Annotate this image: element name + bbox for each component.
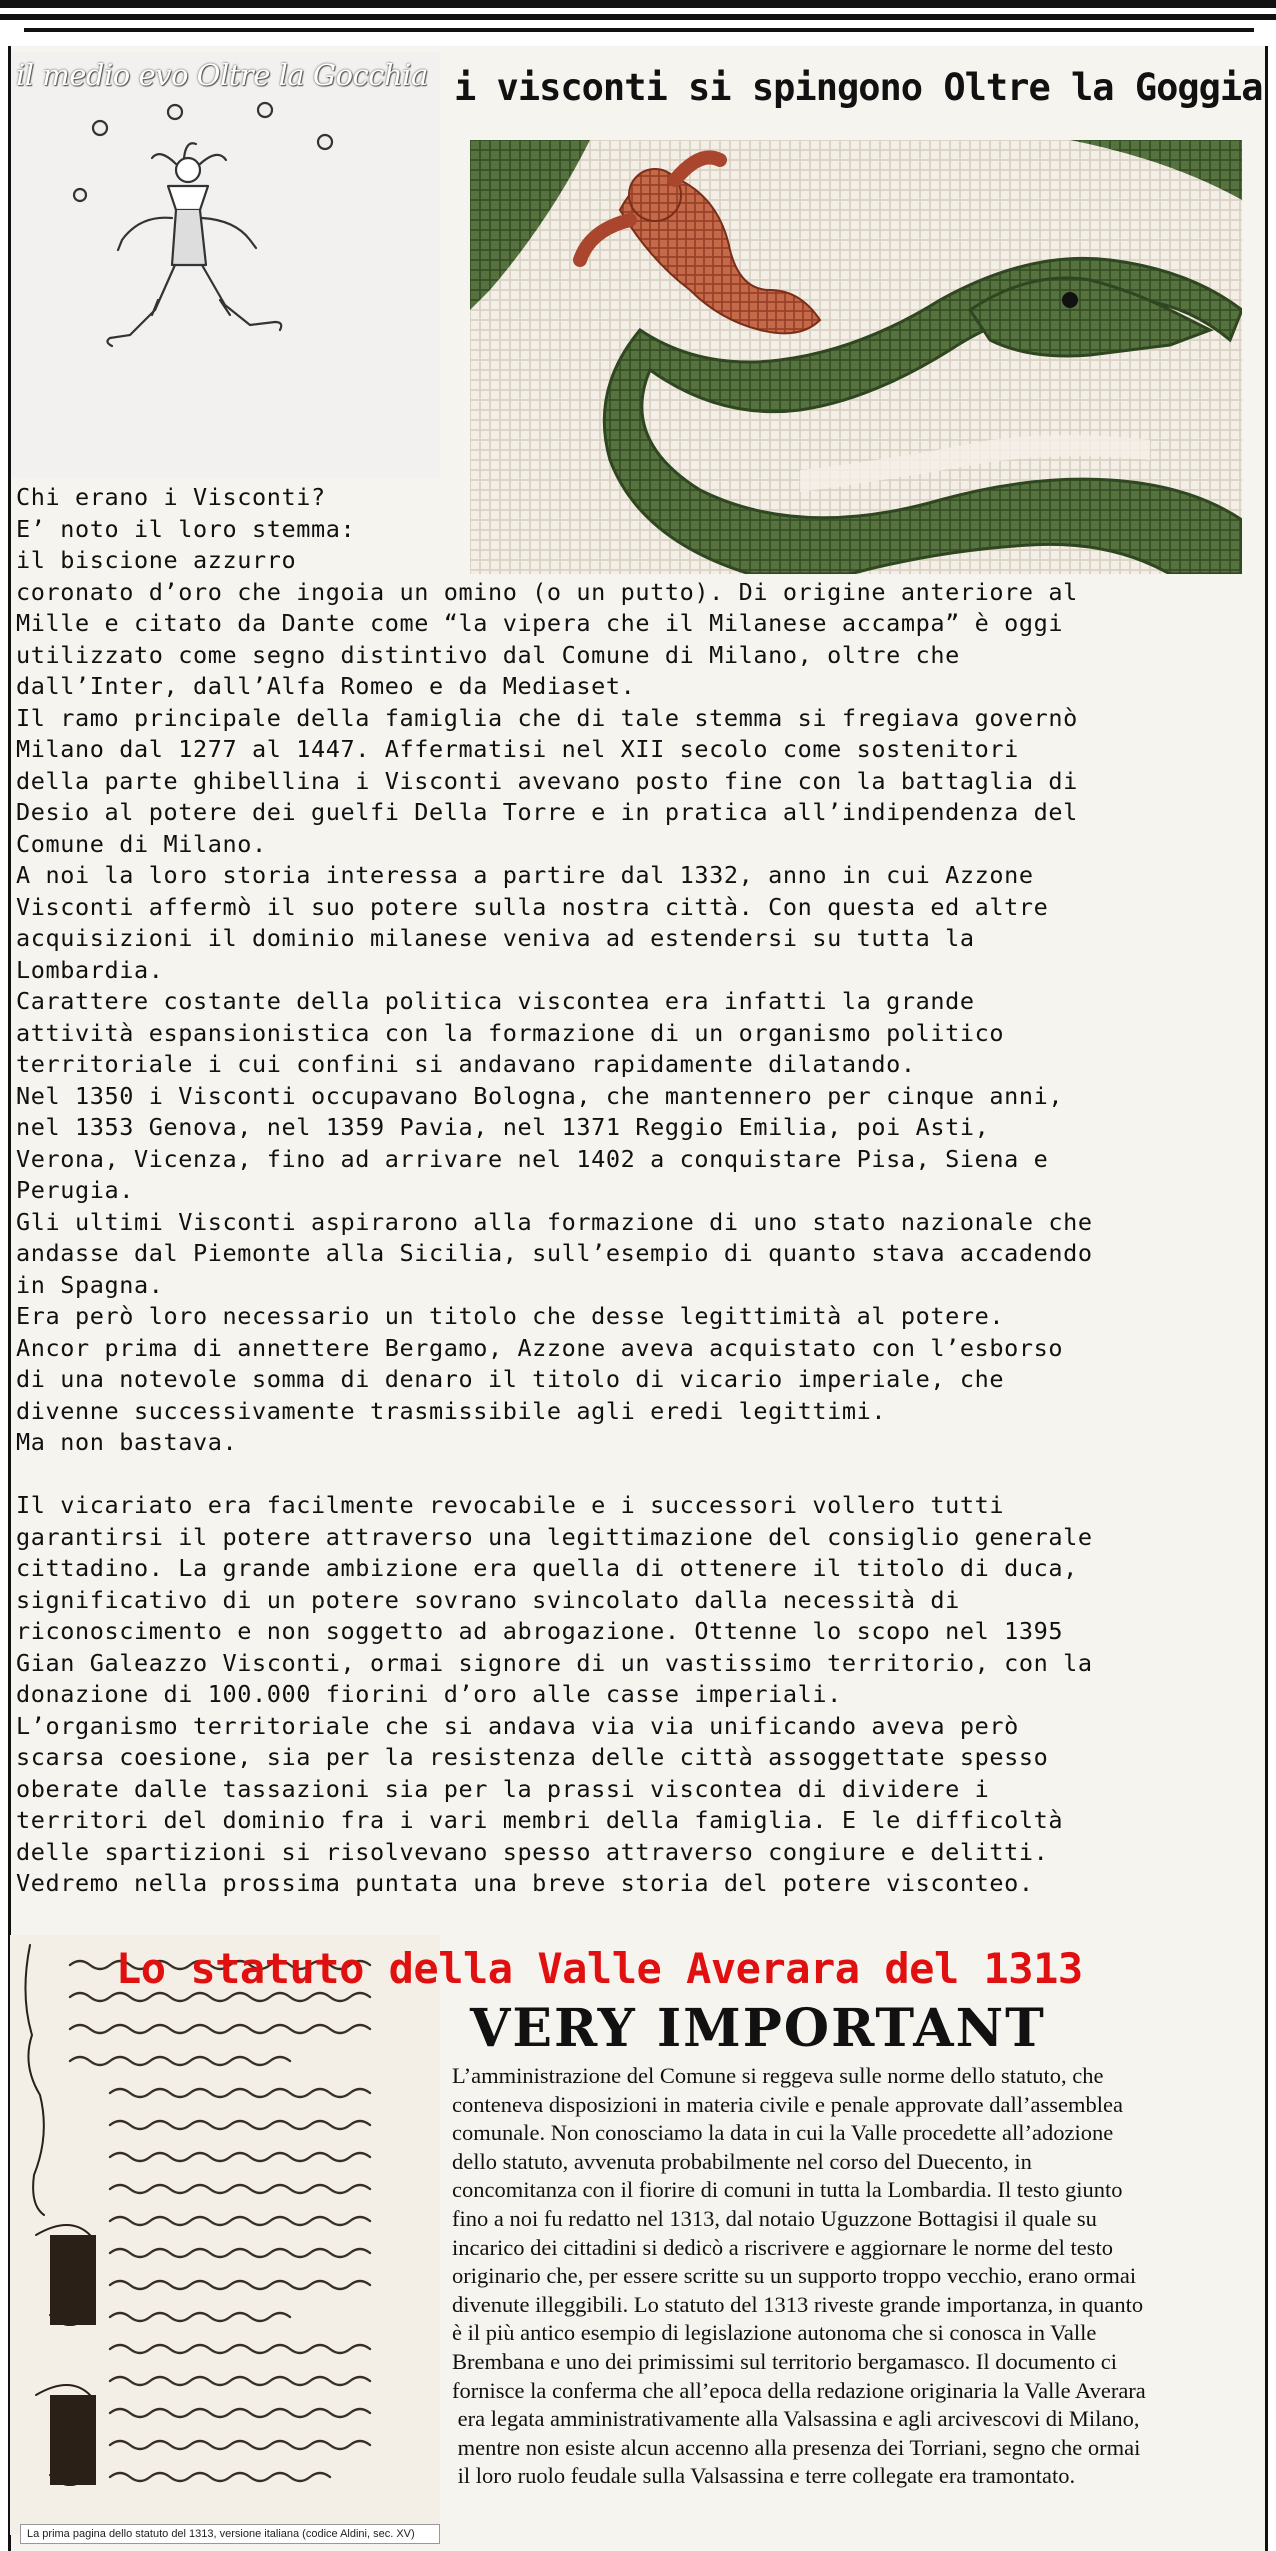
article-line: Vedremo nella prossima puntata una breve storia del potere visconteo. (16, 1869, 1034, 1897)
statuto-line: Brembana e uno dei primissimi sul territorio bergamasco. Il documento ci (452, 2348, 1118, 2374)
article-line: dall’Inter, dall’Alfa Romeo e da Mediaset. (16, 672, 636, 700)
article-line: Lombardia. (16, 955, 164, 984)
article-line: delle spartizioni si risolvevano spesso attraverso congiure e delitti. (16, 1837, 1049, 1866)
article-line: Chi erano i Visconti? (16, 483, 326, 511)
article-line: attività espansionistica con la formazione di un organismo politico (16, 1018, 1005, 1047)
article-line: Mille e citato da Dante come “la vipera che il Milanese accampa” è oggi (16, 609, 1064, 637)
statuto-article (452, 2062, 1264, 2491)
article-line: di una notevole somma di denaro il titolo di vicario imperiale, che (16, 1365, 1005, 1393)
article-line: A noi la loro storia interessa a partire dal 1332, anno in cui Azzone (16, 861, 1034, 889)
top-band (0, 0, 1276, 46)
statuto-line: incarico dei cittadini si dedicò a riscrivere e aggiornare le norme del testo (452, 2234, 1113, 2260)
visconti-article (16, 482, 1262, 1900)
article-line: Verona, Vicenza, fino ad arrivare nel 1402 a conquistare Pisa, Siena e (16, 1144, 1049, 1173)
statuto-line: dello statuto, avvenuta probabilmente nel corso del Duecento, in (452, 2148, 1032, 2174)
article-line: della parte ghibellina i Visconti avevano posto fine con la battaglia di (16, 766, 1078, 795)
article-line: Visconti affermò il suo potere sulla nostra città. Con questa ed altre (16, 892, 1049, 921)
article-line: territoriale i cui confini si andavano rapidamente dilatando. (16, 1050, 916, 1078)
statuto-line: divenute illeggibili. Lo statuto del 1313 riveste grande importanza, in quanto (452, 2291, 1144, 2317)
page-title: i visconti si spingono Oltre la Goggia (454, 66, 1263, 109)
article-line: Desio al potere dei guelfi Della Torre e in pratica all’indipendenza del (16, 798, 1078, 826)
article-line: in Spagna. (16, 1270, 164, 1299)
statuto-line: comunale. Non conosciamo la data in cui la Valle procedette all’adozione (452, 2120, 1114, 2146)
article-line: garantirsi il potere attraverso una legittimazione del consiglio generale (16, 1522, 1093, 1551)
article-line: acquisizioni il dominio milanese veniva ad estendersi su tutta la (16, 924, 975, 952)
article-line: Milano dal 1277 al 1447. Affermatisi nel XII secolo come sostenitori (16, 735, 1019, 763)
statuto-manuscript-image (10, 1935, 440, 2535)
article-line: Carattere costante della politica viscontea era infatti la grande (16, 987, 975, 1015)
jester-icon (60, 100, 360, 430)
statuto-line: è il più antico esempio di legislazione autonoma che si conosca in Valle (452, 2320, 1097, 2346)
article-line: Era però loro necessario un titolo che desse legittimità al potere. (16, 1302, 1005, 1330)
statuto-line: era legata amministrativamente alla Valsassina e agli arcivescovi di Milano, (452, 2406, 1140, 2432)
article-line: donazione di 100.000 fiorini d’oro alle casse imperiali. (16, 1680, 842, 1708)
top-rule (0, 14, 1276, 20)
article-line: coronato d’oro che ingoia un omino (o un putto). Di origine anteriore al (16, 577, 1078, 606)
top-rule (24, 28, 1254, 32)
article-line (16, 1459, 1262, 1491)
article-line: Perugia. (16, 1176, 134, 1204)
statuto-line: conteneva disposizioni in materia civile e penale approvate dall’assemblea (452, 2091, 1123, 2117)
article-line: Nel 1350 i Visconti occupavano Bologna, che mantennero per cinque anni, (16, 1081, 1064, 1110)
statuto-line: mentre non esiste alcun accenno alla presenza dei Torriani, segno che ormai (452, 2434, 1141, 2460)
article-line: il biscione azzurro (16, 546, 297, 574)
article-line: E’ noto il loro stemma: (16, 514, 356, 543)
article-line: Il vicariato era facilmente revocabile e i successori vollero tutti (16, 1491, 1005, 1519)
article-line: oberate dalle tassazioni sia per la prassi viscontea di dividere i (16, 1774, 990, 1803)
statuto-line: L’amministrazione del Comune si reggeva sulle norme dello statuto, che (452, 2063, 1104, 2088)
article-line: Gian Galeazzo Visconti, ormai signore di un vastissimo territorio, con la (16, 1648, 1093, 1677)
statuto-line: il loro ruolo feudale sulla Valsassina e terre collegate era tramontato. (452, 2463, 1076, 2489)
top-rule (0, 0, 1276, 8)
statuto-title: Lo statuto della Valle Averara del 1313 (116, 1944, 1083, 1993)
article-line: Comune di Milano. (16, 829, 267, 858)
article-line: riconoscimento e non soggetto ad abrogazione. Ottenne lo scopo nel 1395 (16, 1617, 1064, 1645)
statuto-line: fino a noi fu redatto nel 1313, dal notaio Uguzzone Bottagisi il quale su (452, 2205, 1097, 2231)
statuto-subtitle: VERY IMPORTANT (470, 1998, 1046, 2059)
article-line: Ancor prima di annettere Bergamo, Azzone aveva acquistato con l’esborso (16, 1333, 1064, 1362)
site-brand: il medio evo Oltre la Gocchia (16, 58, 428, 92)
article-line: nel 1353 Genova, nel 1359 Pavia, nel 1371 Reggio Emilia, poi Asti, (16, 1113, 990, 1141)
article-line: significativo di un potere sovrano svincolato dalla necessità di (16, 1585, 960, 1614)
article-line: cittadino. La grande ambizione era quella di ottenere il titolo di duca, (16, 1554, 1078, 1582)
article-line: territori del dominio fra i vari membri della famiglia. E le difficoltà (16, 1806, 1064, 1834)
article-line: Il ramo principale della famiglia che di tale stemma si fregiava governò (16, 703, 1078, 732)
statuto-line: fornisce la conferma che all’epoca della redazione originaria la Valle Averara (452, 2377, 1146, 2403)
article-line: Gli ultimi Visconti aspirarono alla formazione di uno stato nazionale che (16, 1207, 1093, 1236)
article-line: Ma non bastava. (16, 1428, 238, 1456)
article-line: L’organismo territoriale che si andava via via unificando aveva però (16, 1711, 1019, 1740)
article-line: andasse dal Piemonte alla Sicilia, sull’esempio di quanto stava accadendo (16, 1239, 1093, 1267)
article-line: divenne successivamente trasmissibile agli eredi legittimi. (16, 1396, 887, 1425)
manuscript-caption: La prima pagina dello statuto del 1313, versione italiana (codice Aldini, sec. XV) (20, 2524, 440, 2544)
article-line: scarsa coesione, sia per la resistenza delle città assoggettate spesso (16, 1743, 1049, 1771)
statuto-line: originario che, per essere scritte su un supporto troppo vecchio, erano ormai (452, 2263, 1137, 2289)
article-line: utilizzato come segno distintivo dal Comune di Milano, oltre che (16, 640, 960, 669)
statuto-line: concomitanza con il fiorire di comuni in tutta la Lombardia. Il testo giunto (452, 2177, 1123, 2203)
